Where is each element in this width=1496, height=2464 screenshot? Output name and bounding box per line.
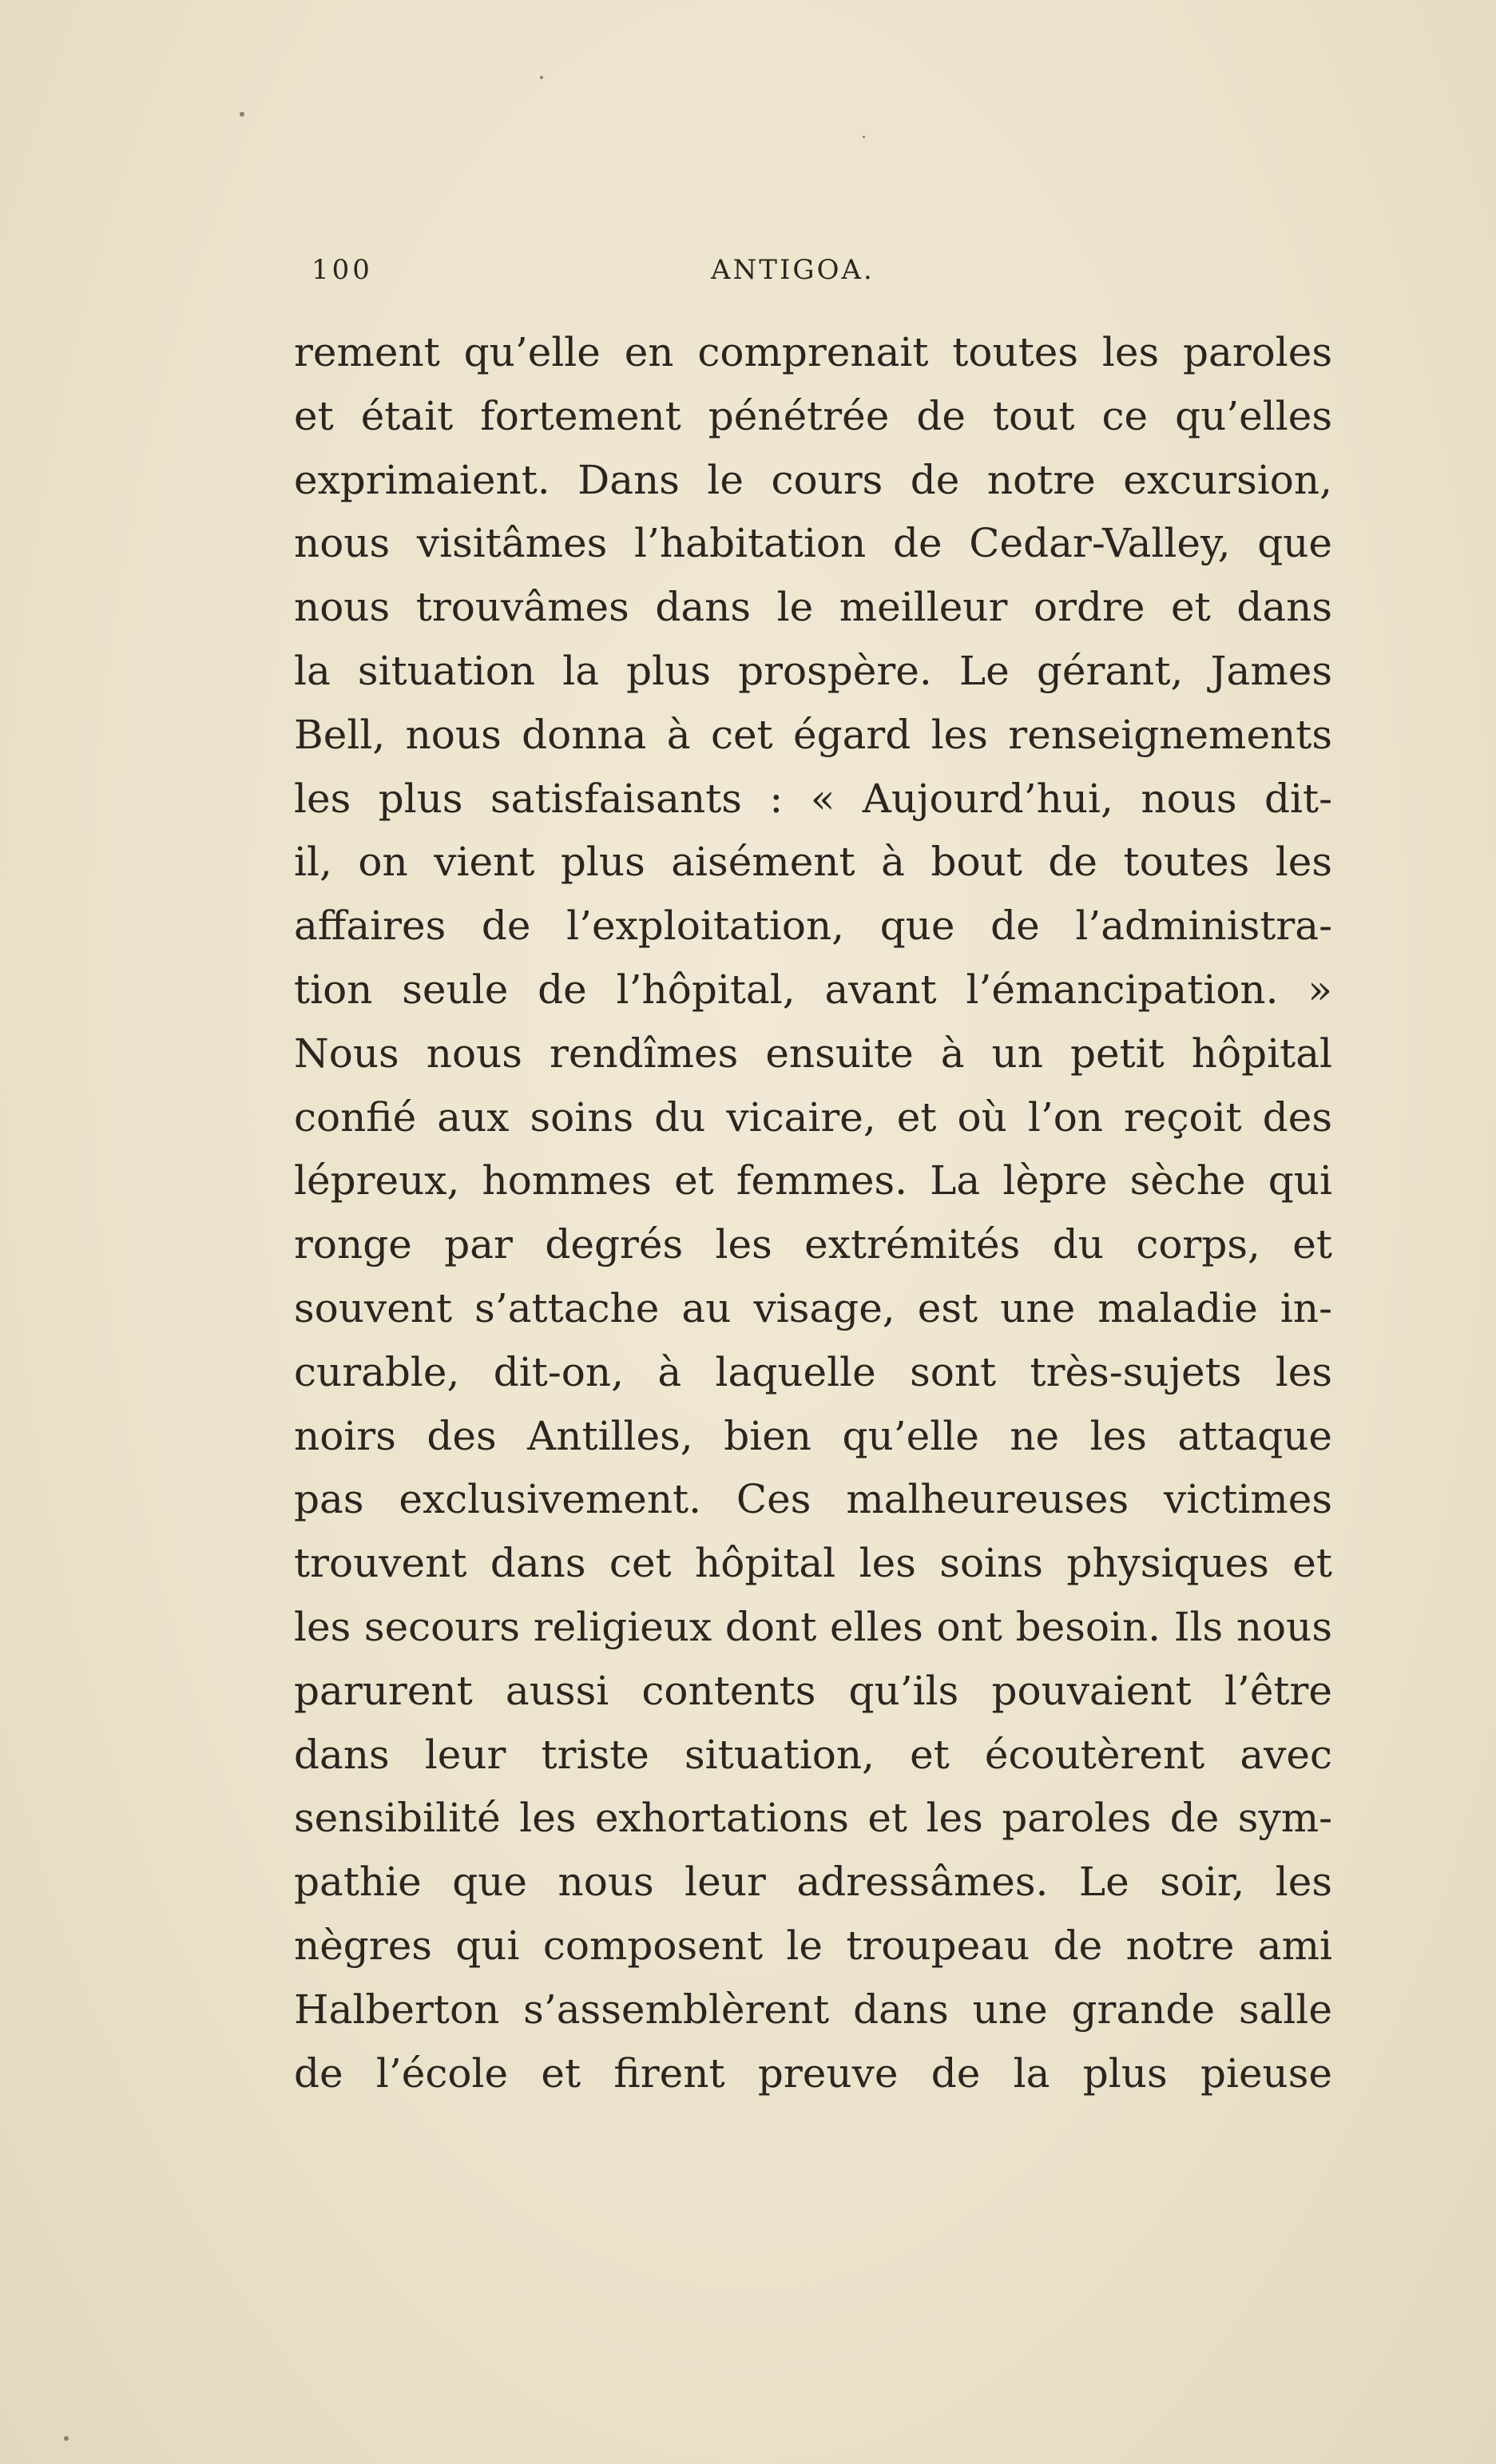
text-line: nous trouvâmes dans le meilleur ordre et dans	[294, 584, 1332, 631]
paper-speck	[863, 136, 865, 138]
text-line: de l’école et firent preuve de la plus pieuse	[294, 2049, 1332, 2097]
text-line: pathie que nous leur adressâmes. Le soir, les	[294, 1859, 1332, 1906]
page-number: 100	[312, 254, 373, 286]
text-line: tion seule de l’hôpital, avant l’émancipation. »	[294, 966, 1332, 1013]
body-text	[294, 321, 1332, 2105]
text-line: souvent s’attache au visage, est une maladie in-	[294, 1284, 1332, 1331]
text-line: ronge par degrés les extrémités du corps, et	[294, 1221, 1332, 1268]
text-line: trouvent dans cet hôpital les soins physiques et	[294, 1540, 1332, 1587]
text-line: exprimaient. Dans le cours de notre excursion,	[294, 456, 1332, 503]
text-line: dans leur triste situation, et écoutèrent avec	[294, 1731, 1332, 1778]
text-line: il, on vient plus aisément à bout de toutes les	[294, 839, 1332, 886]
text-line: la situation la plus prospère. Le gérant, James	[294, 647, 1332, 694]
text-line: les secours religieux dont elles ont besoin. Ils nous	[294, 1603, 1332, 1650]
text-line: nous visitâmes l’habitation de Cedar-Valley, que	[294, 520, 1332, 567]
page-header	[296, 254, 919, 302]
text-line: parurent aussi contents qu’ils pouvaient l’être	[294, 1667, 1332, 1714]
text-line: rement qu’elle en comprenait toutes les paroles	[294, 329, 1332, 375]
text-line: noirs des Antilles, bien qu’elle ne les attaque	[294, 1412, 1332, 1459]
text-line: pas exclusivement. Ces malheureuses victimes	[294, 1476, 1332, 1523]
paper-speck	[64, 2436, 69, 2441]
text-line: les plus satisfaisants : « Aujourd’hui, nous dit-	[294, 775, 1332, 822]
paper-speck	[540, 76, 543, 79]
text-line: confié aux soins du vicaire, et où l’on reçoit des	[294, 1093, 1332, 1141]
paper-speck	[240, 112, 244, 117]
text-line: lépreux, hommes et femmes. La lèpre sèche qui	[294, 1157, 1332, 1204]
running-head: ANTIGOA.	[711, 254, 875, 286]
text-line: Halberton s’assemblèrent dans une grande salle	[294, 1986, 1332, 2033]
text-line: affaires de l’exploitation, que de l’administra-	[294, 903, 1332, 950]
text-line: nègres qui composent le troupeau de notre ami	[294, 1922, 1332, 1969]
text-line: et était fortement pénétrée de tout ce qu’elles	[294, 392, 1332, 439]
text-line: sensibilité les exhortations et les paroles de sym-	[294, 1795, 1332, 1842]
text-line: curable, dit-on, à laquelle sont très-sujets les	[294, 1348, 1332, 1395]
text-line: Bell, nous donna à cet égard les renseignements	[294, 711, 1332, 758]
text-line: Nous nous rendîmes ensuite à un petit hôpital	[294, 1030, 1332, 1077]
